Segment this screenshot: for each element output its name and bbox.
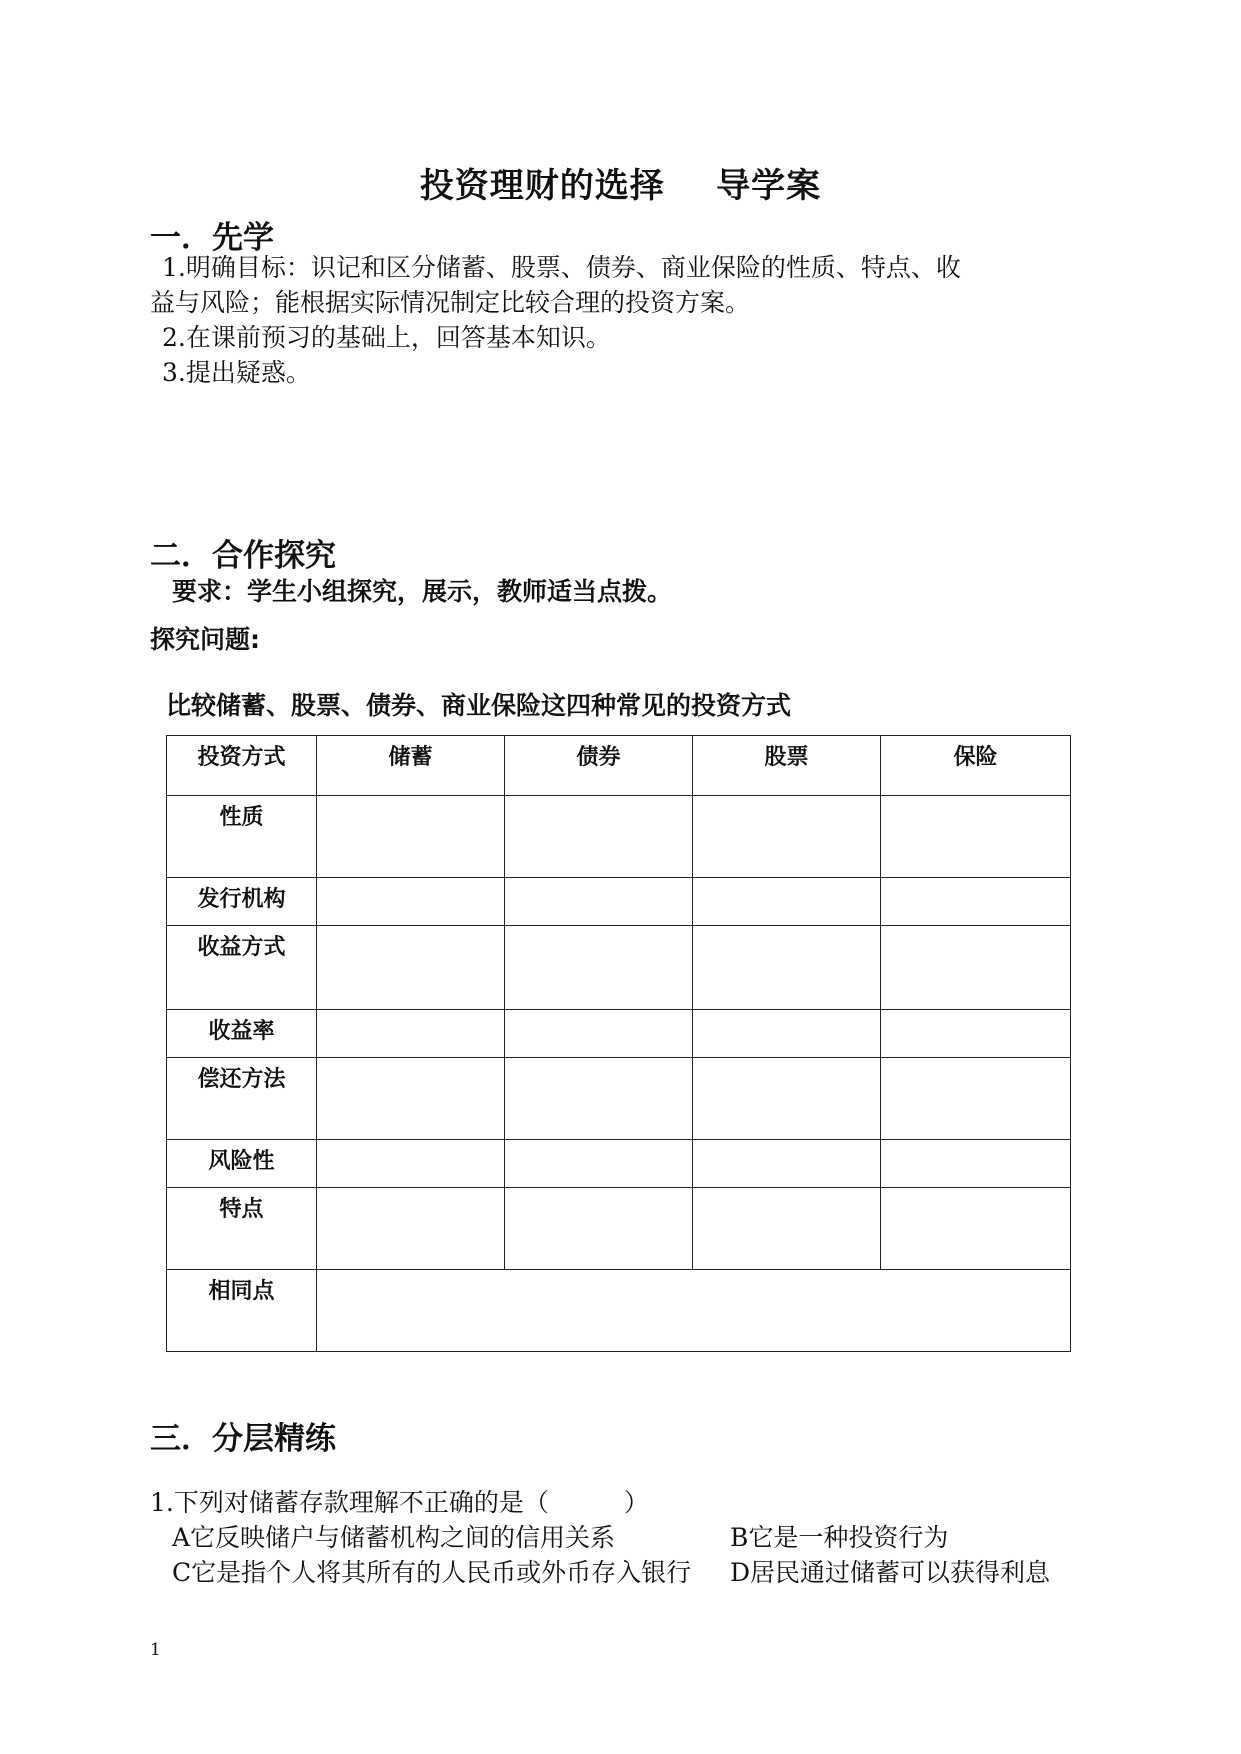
table-cell [317, 796, 505, 878]
question-1-stem: 1.下列对储蓄存款理解不正确的是（ ） [150, 1488, 649, 1517]
table-cell [505, 926, 693, 1010]
question-1-option-d: D居民通过储蓄可以获得利息 [730, 1558, 1051, 1587]
table-cell [881, 1140, 1071, 1188]
row-label: 收益率 [167, 1010, 317, 1058]
table-row [167, 1140, 1071, 1188]
table-cell [317, 878, 505, 926]
row-label: 风险性 [167, 1140, 317, 1188]
page-number: 1 [150, 1640, 161, 1660]
table-cell [693, 1188, 881, 1270]
row-label: 性质 [167, 796, 317, 878]
question-1-option-c: C它是指个人将其所有的人民币或外币存入银行 [172, 1558, 692, 1587]
question-1-option-a: A它反映储户与储蓄机构之间的信用关系 [172, 1523, 616, 1552]
row-label: 收益方式 [167, 926, 317, 1010]
table-row [167, 1058, 1071, 1140]
section1-item3: 3.提出疑惑。 [162, 358, 311, 387]
table-row [167, 796, 1071, 878]
table-cell [505, 1058, 693, 1140]
table-cell [693, 1058, 881, 1140]
table-cell [881, 878, 1071, 926]
section1-item1-line2: 益与风险；能根据实际情况制定比较合理的投资方案。 [150, 288, 751, 317]
row-label: 发行机构 [167, 878, 317, 926]
section1-item2: 2.在课前预习的基础上，回答基本知识。 [162, 323, 611, 352]
row-label: 特点 [167, 1188, 317, 1270]
header-cell: 投资方式 [167, 736, 317, 796]
table-cell [881, 1188, 1071, 1270]
table-caption: 比较储蓄、股票、债券、商业保险这四种常见的投资方式 [166, 691, 792, 720]
header-cell: 保险 [881, 736, 1071, 796]
comparison-table [166, 735, 1071, 1352]
table-cell [505, 1010, 693, 1058]
table-cell [505, 1188, 693, 1270]
table-cell [693, 926, 881, 1010]
table-cell [505, 878, 693, 926]
table-cell [693, 796, 881, 878]
row-label: 偿还方法 [167, 1058, 317, 1140]
table-row [167, 1010, 1071, 1058]
table-cell [881, 1058, 1071, 1140]
requirement-text: 要求：学生小组探究，展示，教师适当点拨。 [172, 577, 673, 606]
row-label: 相同点 [167, 1270, 317, 1352]
table-cell [693, 1140, 881, 1188]
question-1-option-b: B它是一种投资行为 [730, 1523, 949, 1552]
section1-heading: 一．先学 [150, 220, 274, 256]
table-cell [317, 1058, 505, 1140]
section3-heading: 三．分层精练 [150, 1421, 336, 1457]
table-row [167, 1270, 1071, 1352]
table-row [167, 926, 1071, 1010]
table-cell [317, 1140, 505, 1188]
header-cell: 债券 [505, 736, 693, 796]
table-row [167, 1188, 1071, 1270]
table-cell-merged [317, 1270, 1071, 1352]
header-cell: 储蓄 [317, 736, 505, 796]
table-cell [317, 926, 505, 1010]
table-cell [881, 796, 1071, 878]
table-cell [693, 1010, 881, 1058]
table-cell [317, 1188, 505, 1270]
section1-item1-line1: 1.明确目标：识记和区分储蓄、股票、债券、商业保险的性质、特点、收 [162, 253, 961, 282]
table-row [167, 878, 1071, 926]
page-title: 投资理财的选择 导学案 [419, 166, 822, 206]
table-cell [881, 1010, 1071, 1058]
table-header-row [167, 736, 1071, 796]
table-cell [881, 926, 1071, 1010]
question-label: 探究问题: [150, 625, 260, 654]
table-cell [693, 878, 881, 926]
header-cell: 股票 [693, 736, 881, 796]
table-cell [505, 1140, 693, 1188]
table-cell [505, 796, 693, 878]
table-cell [317, 1010, 505, 1058]
section2-heading: 二．合作探究 [150, 538, 336, 574]
